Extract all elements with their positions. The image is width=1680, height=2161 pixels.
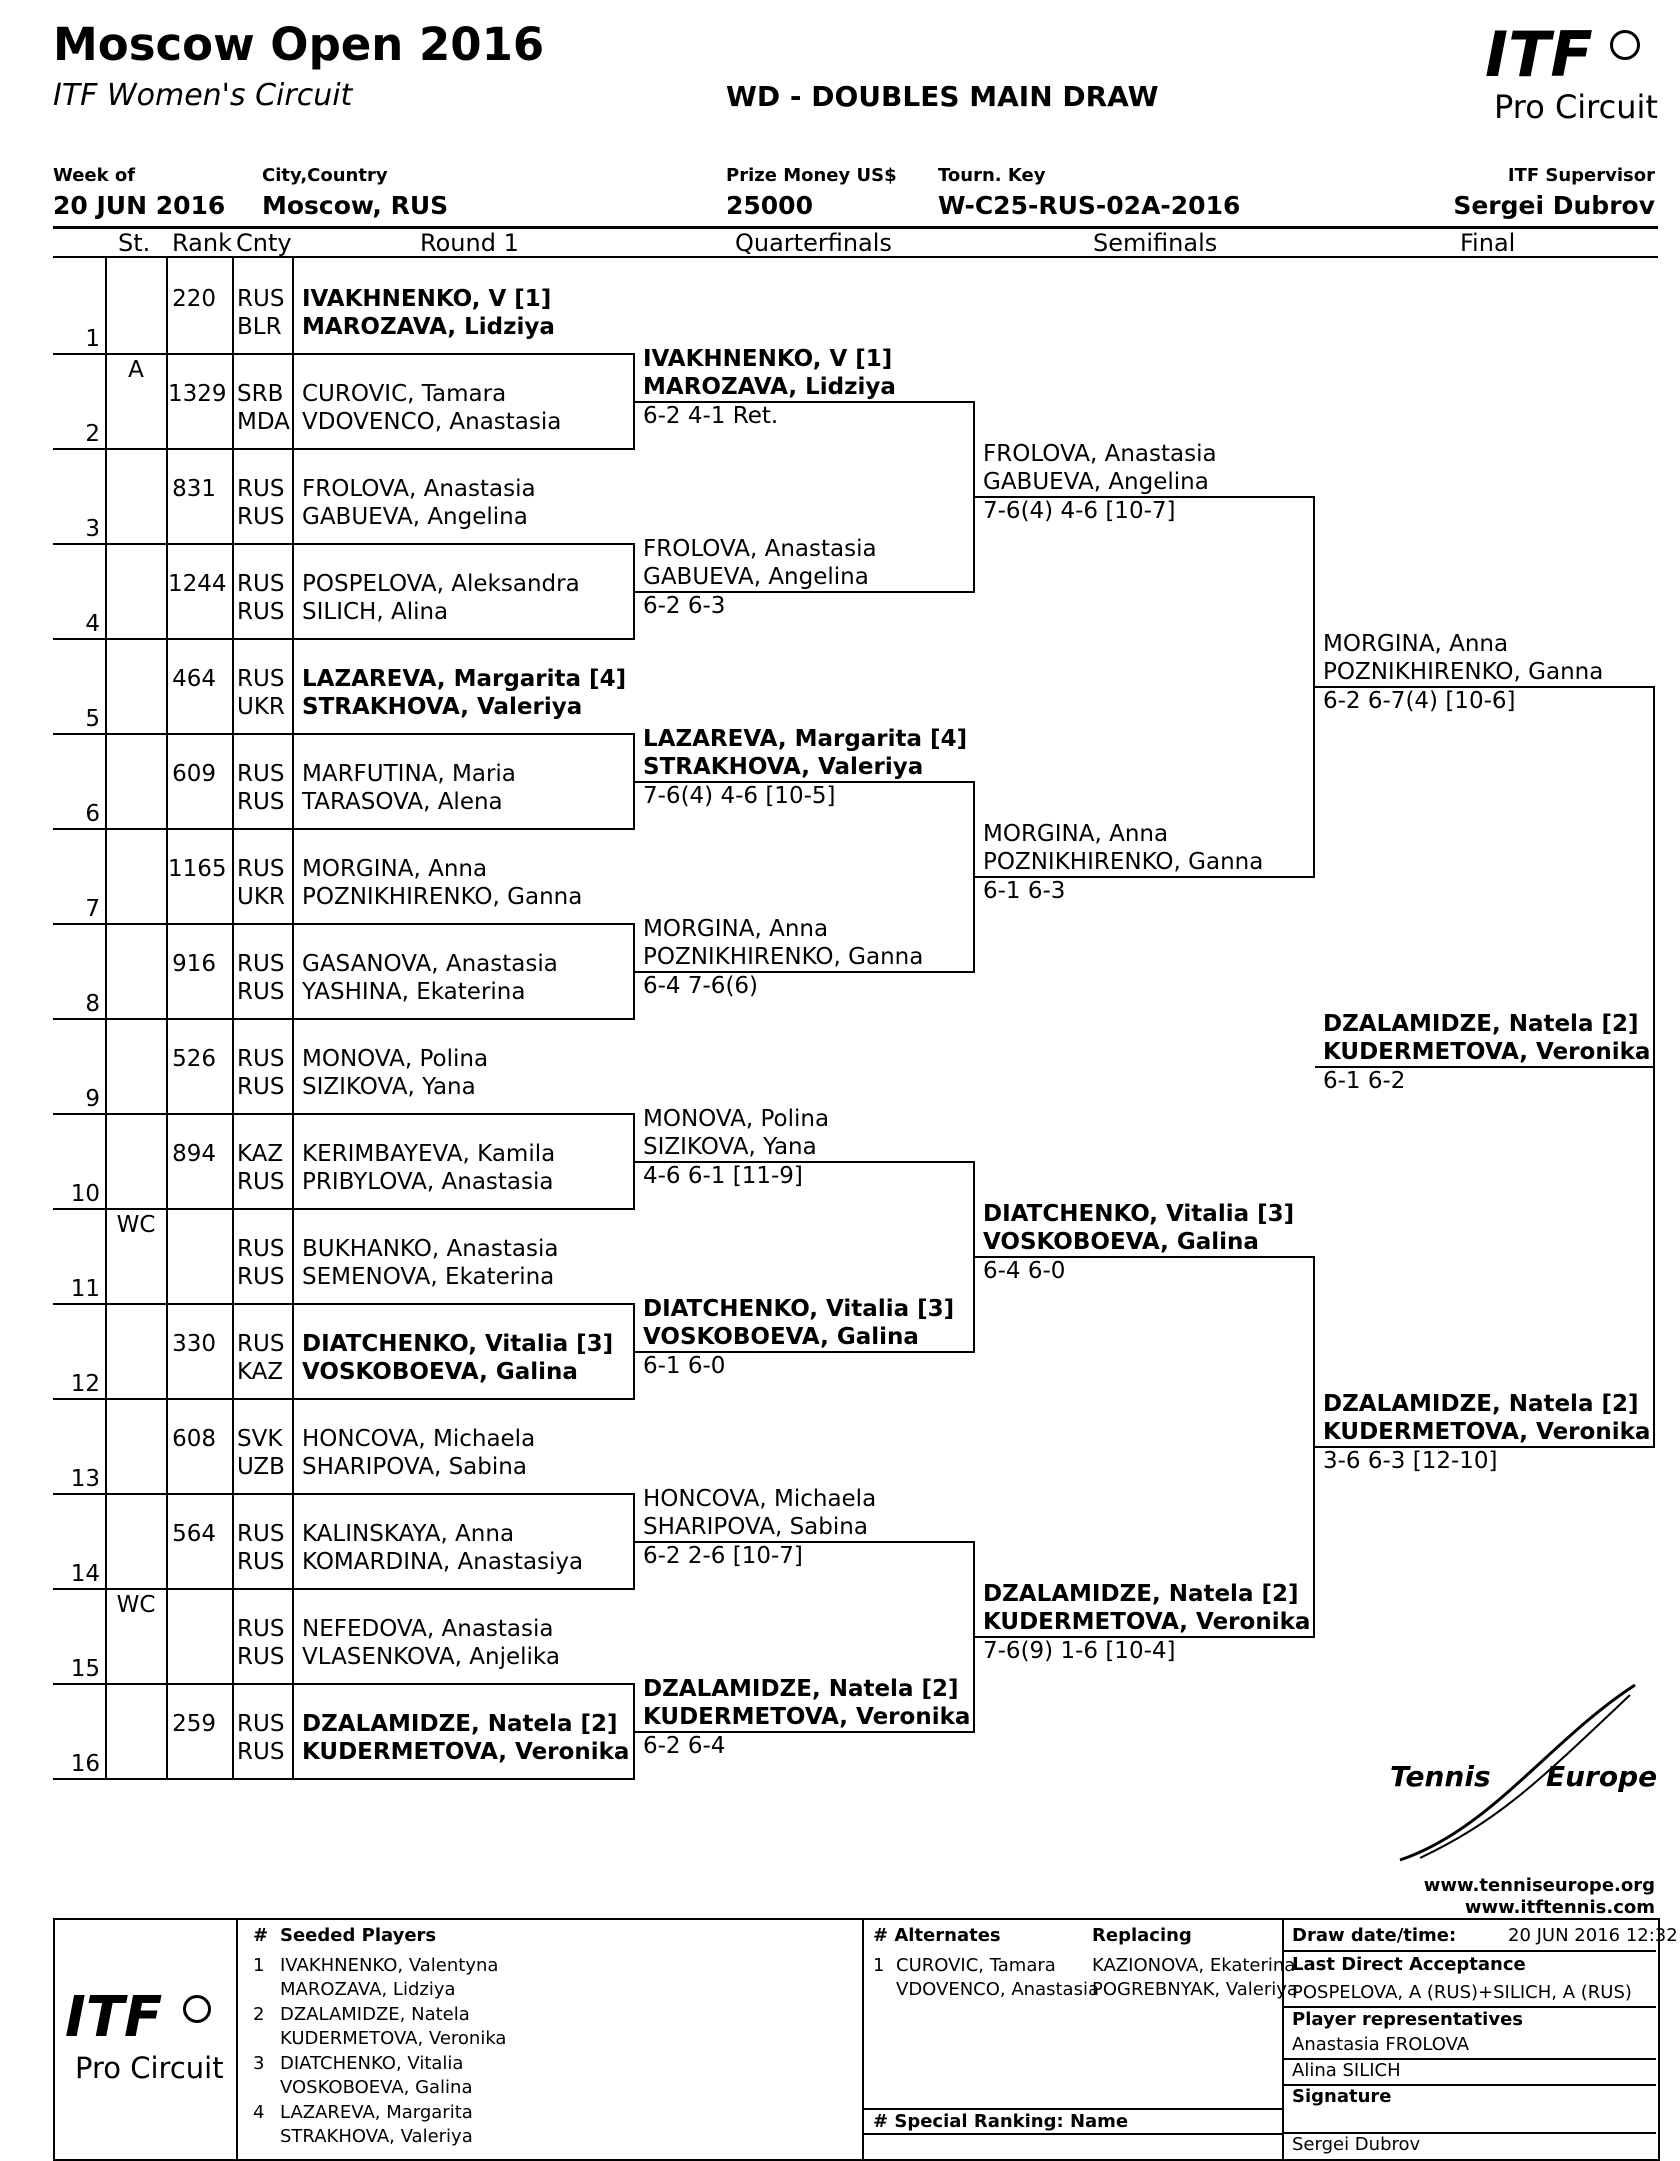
- special-ranking-rule: [862, 2108, 1282, 2110]
- special-ranking-rule-2: [862, 2133, 1282, 2135]
- entry-country-2: RUS: [237, 789, 285, 815]
- lda-value: POSPELOVA, A (RUS)+SILICH, A (RUS): [1292, 1982, 1632, 2003]
- page-title: Moscow Open 2016: [53, 18, 545, 71]
- draw-position: 7: [85, 896, 100, 922]
- footer-rule-1: [1282, 1950, 1656, 1952]
- entry-player-2: SILICH, Alina: [302, 599, 449, 625]
- draw-position: 1: [85, 326, 100, 352]
- qf-score: 6-1 6-0: [643, 1352, 726, 1379]
- entry-country-2: RUS: [237, 1739, 285, 1765]
- entry-player-1: DZALAMIDZE, Natela [2]: [302, 1711, 618, 1737]
- prize-label: Prize Money US$: [726, 165, 897, 186]
- col-quarterfinals: Quarterfinals: [735, 229, 892, 257]
- tennis-europe-right: Europe: [1546, 1760, 1658, 1793]
- entry-player-2: SHARIPOVA, Sabina: [302, 1454, 527, 1480]
- sf-player-1: FROLOVA, Anastasia: [983, 440, 1217, 467]
- r1-slot-line: [53, 448, 635, 450]
- r1-slot-line: [53, 353, 635, 355]
- entry-player-1: MARFUTINA, Maria: [302, 761, 516, 787]
- entry-player-1: IVAKHNENKO, V [1]: [302, 286, 552, 312]
- champion-player-2: KUDERMETOVA, Veronika: [1323, 1038, 1651, 1065]
- r1-slot-line: [53, 1113, 635, 1115]
- sf-score: 7-6(9) 1-6 [10-4]: [983, 1637, 1176, 1664]
- supervisor-label: ITF Supervisor: [1507, 165, 1655, 186]
- entry-country-2: MDA: [237, 409, 290, 435]
- draw-position: 2: [85, 421, 100, 447]
- draw-position: 13: [70, 1466, 100, 1492]
- qf-player-1: DZALAMIDZE, Natela [2]: [643, 1675, 959, 1702]
- entry-rank: 608: [172, 1426, 216, 1452]
- r1-slot-line: [53, 1018, 635, 1020]
- entry-country-1: RUS: [237, 1616, 285, 1642]
- qf-player-2: STRAKHOVA, Valeriya: [643, 753, 924, 780]
- replacing-title: Replacing: [1092, 1925, 1192, 1946]
- draw-position: 9: [85, 1086, 100, 1112]
- entry-country-2: RUS: [237, 1549, 285, 1575]
- col-cnty: Cnty: [236, 229, 292, 257]
- entry-country-2: UZB: [237, 1454, 285, 1480]
- seed-player: DIATCHENKO, Vitalia: [280, 2053, 464, 2074]
- r1-slot-line: [53, 1303, 635, 1305]
- footer-itf-logo: [65, 1985, 235, 2095]
- week-value: 20 JUN 2016: [53, 191, 226, 220]
- entry-rank: 564: [172, 1521, 216, 1547]
- seed-number: 2: [253, 2004, 265, 2025]
- qf-player-2: MAROZAVA, Lidziya: [643, 373, 896, 400]
- entry-country-1: RUS: [237, 476, 285, 502]
- entry-player-2: GABUEVA, Angelina: [302, 504, 528, 530]
- entry-player-1: MONOVA, Polina: [302, 1046, 489, 1072]
- entry-status: WC: [116, 1212, 156, 1238]
- seed-number: 1: [253, 1955, 265, 1976]
- entry-country-2: KAZ: [237, 1359, 284, 1385]
- qf-score: 6-2 6-3: [643, 592, 726, 619]
- tourn-key-value: W-C25-RUS-02A-2016: [938, 191, 1241, 220]
- entry-country-1: RUS: [237, 571, 285, 597]
- itf-logo: [1480, 18, 1658, 128]
- draw-position: 8: [85, 991, 100, 1017]
- signature-value: Sergei Dubrov: [1292, 2134, 1421, 2155]
- entry-player-2: STRAKHOVA, Valeriya: [302, 694, 583, 720]
- city-value: Moscow, RUS: [262, 191, 449, 220]
- replacing-player-a: KAZIONOVA, Ekaterina: [1092, 1955, 1296, 1976]
- qf-score: 6-2 6-4: [643, 1732, 726, 1759]
- entry-player-1: GASANOVA, Anastasia: [302, 951, 558, 977]
- qf-player-2: POZNIKHIRENKO, Ganna: [643, 943, 924, 970]
- entry-country-1: KAZ: [237, 1141, 284, 1167]
- seeded-title: Seeded Players: [280, 1925, 437, 1946]
- tennis-europe-left: Tennis: [1390, 1760, 1491, 1793]
- draw-name: WD - DOUBLES MAIN DRAW: [726, 80, 1159, 113]
- col-round1: Round 1: [420, 229, 519, 257]
- qf-player-1: FROLOVA, Anastasia: [643, 535, 877, 562]
- r1-slot-line: [53, 1208, 635, 1210]
- qf-score: 6-4 7-6(6): [643, 972, 759, 999]
- col-st: St.: [118, 229, 151, 257]
- seed-player: DZALAMIDZE, Natela: [280, 2004, 470, 2025]
- entry-player-1: NEFEDOVA, Anastasia: [302, 1616, 554, 1642]
- alt-player-a: CUROVIC, Tamara: [896, 1955, 1056, 1976]
- sf-player-2: GABUEVA, Angelina: [983, 468, 1209, 495]
- entry-player-1: POSPELOVA, Aleksandra: [302, 571, 580, 597]
- seed-player: MAROZAVA, Lidziya: [280, 1979, 456, 2000]
- entry-player-2: KOMARDINA, Anastasiya: [302, 1549, 584, 1575]
- entry-rank: 259: [172, 1711, 216, 1737]
- city-label: City,Country: [262, 165, 388, 186]
- seed-number: 3: [253, 2053, 265, 2074]
- entry-player-2: KUDERMETOVA, Veronika: [302, 1739, 630, 1765]
- qf-player-1: LAZAREVA, Margarita [4]: [643, 725, 968, 752]
- entry-country-2: RUS: [237, 1644, 285, 1670]
- entry-player-1: BUKHANKO, Anastasia: [302, 1236, 559, 1262]
- qf-player-2: SHARIPOVA, Sabina: [643, 1513, 868, 1540]
- r1-slot-line: [53, 1588, 635, 1590]
- draw-position: 3: [85, 516, 100, 542]
- entry-rank: 1244: [168, 571, 227, 597]
- champion-score: 6-1 6-2: [1323, 1067, 1406, 1094]
- qf-player-1: MORGINA, Anna: [643, 915, 829, 942]
- entry-player-2: VDOVENCO, Anastasia: [302, 409, 562, 435]
- sf-score: 6-1 6-3: [983, 877, 1066, 904]
- signature-label: Signature: [1292, 2086, 1392, 2107]
- qf-score: 4-6 6-1 [11-9]: [643, 1162, 803, 1189]
- qf-player-1: HONCOVA, Michaela: [643, 1485, 877, 1512]
- r1-slot-line: [53, 1493, 635, 1495]
- r1-slot-line: [53, 733, 635, 735]
- sf-player-1: MORGINA, Anna: [983, 820, 1169, 847]
- seeded-hash: #: [253, 1925, 269, 1946]
- entry-country-1: SRB: [237, 381, 284, 407]
- r1-slot-line: [53, 1398, 635, 1400]
- entry-country-1: RUS: [237, 951, 285, 977]
- entry-country-1: RUS: [237, 761, 285, 787]
- entry-player-1: KALINSKAYA, Anna: [302, 1521, 515, 1547]
- draw-date-label: Draw date/time:: [1292, 1925, 1457, 1946]
- r1-slot-line: [53, 828, 635, 830]
- entry-player-1: HONCOVA, Michaela: [302, 1426, 536, 1452]
- entry-rank: 464: [172, 666, 216, 692]
- final-score: 3-6 6-3 [12-10]: [1323, 1447, 1498, 1474]
- footer-divider-1: [236, 1918, 238, 2159]
- seed-player: STRAKHOVA, Valeriya: [280, 2126, 473, 2147]
- entry-country-1: RUS: [237, 1331, 285, 1357]
- entry-country-1: RUS: [237, 856, 285, 882]
- player-reps-label: Player representatives: [1292, 2009, 1524, 2030]
- supervisor-value: Sergei Dubrov: [1453, 191, 1655, 220]
- draw-position: 16: [70, 1751, 100, 1777]
- week-label: Week of: [53, 165, 136, 186]
- seed-player: KUDERMETOVA, Veronika: [280, 2028, 507, 2049]
- qf-player-1: IVAKHNENKO, V [1]: [643, 345, 893, 372]
- entry-country-1: RUS: [237, 286, 285, 312]
- draw-position: 15: [70, 1656, 100, 1682]
- entry-player-2: MAROZAVA, Lidziya: [302, 314, 555, 340]
- seed-player: LAZAREVA, Margarita: [280, 2102, 473, 2123]
- draw-position: 6: [85, 801, 100, 827]
- player-rep-2: Alina SILICH: [1292, 2060, 1401, 2081]
- page-subtitle: ITF Women's Circuit: [53, 78, 353, 113]
- sf-player-1: DZALAMIDZE, Natela [2]: [983, 1580, 1299, 1607]
- entry-rank: 831: [172, 476, 216, 502]
- entry-status: WC: [116, 1592, 156, 1618]
- tourn-key-label: Tourn. Key: [938, 165, 1046, 186]
- draw-position: 4: [85, 611, 100, 637]
- special-ranking-title: # Special Ranking: Name: [873, 2111, 1129, 2132]
- footer-itf-pro-circuit-text: Pro Circuit: [75, 2051, 224, 2085]
- footer-itf-logo-text: ITF: [65, 1985, 163, 2050]
- sf-score: 7-6(4) 4-6 [10-7]: [983, 497, 1176, 524]
- final-score: 6-2 6-7(4) [10-6]: [1323, 687, 1516, 714]
- entry-player-2: SIZIKOVA, Yana: [302, 1074, 476, 1100]
- sf-player-2: KUDERMETOVA, Veronika: [983, 1608, 1311, 1635]
- draw-position: 14: [70, 1561, 100, 1587]
- entry-rank: 220: [172, 286, 216, 312]
- final-player-1: DZALAMIDZE, Natela [2]: [1323, 1390, 1639, 1417]
- prize-value: 25000: [726, 191, 813, 220]
- qf-player-2: VOSKOBOEVA, Galina: [643, 1323, 919, 1350]
- entry-player-2: VOSKOBOEVA, Galina: [302, 1359, 578, 1385]
- entry-player-2: VLASENKOVA, Anjelika: [302, 1644, 560, 1670]
- sf-score: 6-4 6-0: [983, 1257, 1066, 1284]
- entry-country-2: RUS: [237, 1169, 285, 1195]
- qf-player-2: SIZIKOVA, Yana: [643, 1133, 817, 1160]
- entry-country-1: SVK: [237, 1426, 283, 1452]
- entry-rank: 894: [172, 1141, 216, 1167]
- entry-player-1: CUROVIC, Tamara: [302, 381, 507, 407]
- draw-position: 10: [70, 1181, 100, 1207]
- champion-player-1: DZALAMIDZE, Natela [2]: [1323, 1010, 1639, 1037]
- entry-country-1: RUS: [237, 1711, 285, 1737]
- entry-country-1: RUS: [237, 666, 285, 692]
- entry-country-2: RUS: [237, 504, 285, 530]
- r1-slot-line: [53, 1683, 635, 1685]
- entry-player-1: DIATCHENKO, Vitalia [3]: [302, 1331, 614, 1357]
- qf-score: 7-6(4) 4-6 [10-5]: [643, 782, 836, 809]
- entry-player-2: SEMENOVA, Ekaterina: [302, 1264, 555, 1290]
- qf-score: 6-2 2-6 [10-7]: [643, 1542, 803, 1569]
- alt-player-b: VDOVENCO, Anastasia: [896, 1979, 1099, 2000]
- entry-country-2: RUS: [237, 599, 285, 625]
- entry-player-1: MORGINA, Anna: [302, 856, 488, 882]
- itf-ball-icon: [1610, 30, 1640, 60]
- entry-rank: 916: [172, 951, 216, 977]
- footer-itf-ball-icon: [183, 1995, 211, 2023]
- website-itftennis: www.itftennis.com: [1464, 1897, 1655, 1918]
- entry-player-1: LAZAREVA, Margarita [4]: [302, 666, 627, 692]
- itf-logo-text: ITF: [1485, 18, 1593, 91]
- seed-player: IVAKHNENKO, Valentyna: [280, 1955, 499, 1976]
- entry-status: A: [128, 357, 144, 383]
- draw-position: 5: [85, 706, 100, 732]
- qf-player-1: DIATCHENKO, Vitalia [3]: [643, 1295, 955, 1322]
- alt-number: 1: [873, 1955, 885, 1976]
- entry-country-1: RUS: [237, 1046, 285, 1072]
- entry-country-2: UKR: [237, 694, 285, 720]
- player-rep-1: Anastasia FROLOVA: [1292, 2034, 1470, 2055]
- entry-player-2: POZNIKHIRENKO, Ganna: [302, 884, 583, 910]
- entry-rank: 609: [172, 761, 216, 787]
- alternates-title: # Alternates: [873, 1925, 1001, 1946]
- sf-player-2: POZNIKHIRENKO, Ganna: [983, 848, 1264, 875]
- footer-rule-2: [1282, 2006, 1656, 2008]
- footer-divider-2: [862, 1918, 864, 2159]
- entry-country-2: RUS: [237, 979, 285, 1005]
- entry-rank: 1329: [168, 381, 227, 407]
- final-player-2: KUDERMETOVA, Veronika: [1323, 1418, 1651, 1445]
- lda-label: Last Direct Acceptance: [1292, 1954, 1526, 1975]
- entry-player-1: KERIMBAYEVA, Kamila: [302, 1141, 556, 1167]
- sf-player-2: VOSKOBOEVA, Galina: [983, 1228, 1259, 1255]
- r1-slot-line: [53, 1778, 635, 1780]
- qf-player-2: GABUEVA, Angelina: [643, 563, 869, 590]
- final-player-1: MORGINA, Anna: [1323, 630, 1509, 657]
- col-final: Final: [1460, 229, 1516, 257]
- entry-rank: 330: [172, 1331, 216, 1357]
- entry-rank: 526: [172, 1046, 216, 1072]
- seed-player: VOSKOBOEVA, Galina: [280, 2077, 473, 2098]
- seed-number: 4: [253, 2102, 265, 2123]
- replacing-player-b: POGREBNYAK, Valeriya: [1092, 1979, 1298, 2000]
- r1-slot-line: [53, 543, 635, 545]
- entry-player-2: TARASOVA, Alena: [302, 789, 503, 815]
- r1-slot-line: [53, 638, 635, 640]
- r1-slot-line: [53, 923, 635, 925]
- itf-pro-circuit-text: Pro Circuit: [1494, 88, 1658, 126]
- draw-date-value: 20 JUN 2016 12:32: [1508, 1925, 1678, 1946]
- entry-player-1: FROLOVA, Anastasia: [302, 476, 536, 502]
- sf-player-1: DIATCHENKO, Vitalia [3]: [983, 1200, 1295, 1227]
- entry-country-2: BLR: [237, 314, 282, 340]
- entry-player-2: YASHINA, Ekaterina: [302, 979, 526, 1005]
- col-semifinals: Semifinals: [1093, 229, 1218, 257]
- website-tenniseurope: www.tenniseurope.org: [1423, 1875, 1655, 1896]
- tennis-europe-logo: [1380, 1680, 1660, 1870]
- entry-country-2: RUS: [237, 1264, 285, 1290]
- final-player-2: POZNIKHIRENKO, Ganna: [1323, 658, 1604, 685]
- entry-rank: 1165: [168, 856, 227, 882]
- qf-score: 6-2 4-1 Ret.: [643, 402, 779, 429]
- entry-country-1: RUS: [237, 1236, 285, 1262]
- entry-country-2: RUS: [237, 1074, 285, 1100]
- entry-country-1: RUS: [237, 1521, 285, 1547]
- entry-player-2: PRIBYLOVA, Anastasia: [302, 1169, 554, 1195]
- draw-position: 12: [70, 1371, 100, 1397]
- entry-country-2: UKR: [237, 884, 285, 910]
- draw-position: 11: [70, 1276, 100, 1302]
- col-rank: Rank: [172, 229, 232, 257]
- qf-player-2: KUDERMETOVA, Veronika: [643, 1703, 971, 1730]
- qf-player-1: MONOVA, Polina: [643, 1105, 830, 1132]
